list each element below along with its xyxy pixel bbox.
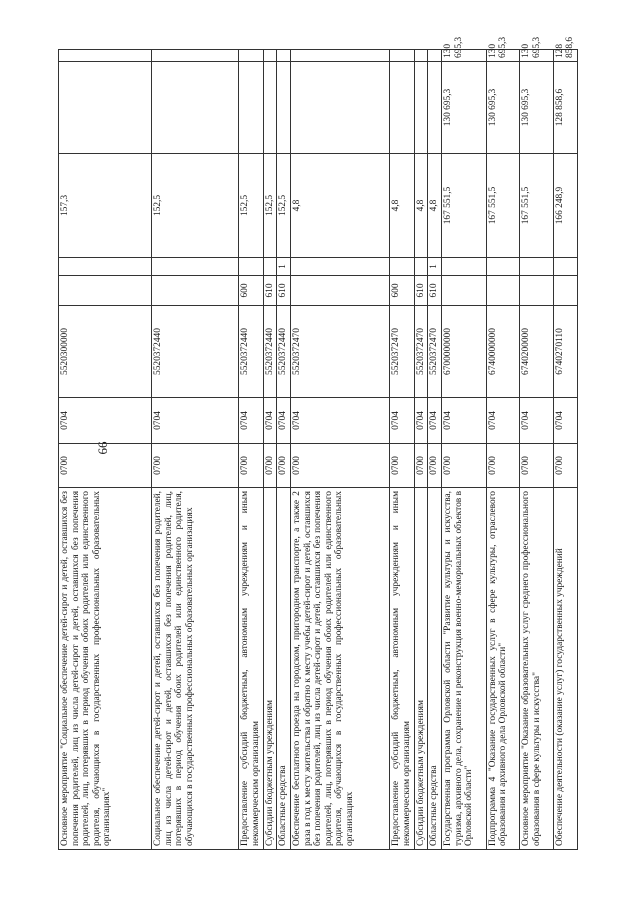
row-target-article-code: 6740000000 xyxy=(486,306,519,398)
row-amount-3 xyxy=(239,50,263,62)
row-source-code xyxy=(442,258,487,276)
row-source-code xyxy=(263,258,277,276)
row-amount-2: 128 858,6 xyxy=(553,62,577,154)
row-subsection-code: 0704 xyxy=(277,398,291,444)
row-amount-2 xyxy=(59,62,152,154)
row-section-code: 0700 xyxy=(414,444,428,488)
table-row xyxy=(553,50,577,850)
row-description: Основное мероприятие "Оказание образовательных услуг среднего профессионального образования в сфере культуры и искусства" xyxy=(520,488,553,850)
row-amount-1: 4,8 xyxy=(390,154,414,258)
row-source-code xyxy=(291,258,390,276)
row-description: Основное мероприятие "Социальное обеспечение детей-сирот и детей, оставшихся без попечения родителей, лиц из числа детей-сирот и детей, оставшихся без попечения родителей, лиц, потерявших в период обучения обоих родителей или единственного родителя, обучающихся в государственных профессиональных образовательных организациях" xyxy=(59,488,152,850)
row-description: Областные средства xyxy=(428,488,442,850)
table-row xyxy=(59,50,152,850)
row-target-article-code: 6700000000 xyxy=(442,306,487,398)
row-section-code: 0700 xyxy=(428,444,442,488)
budget-table xyxy=(58,36,578,850)
row-amount-1: 4,8 xyxy=(428,154,442,258)
row-section-code: 0700 xyxy=(486,444,519,488)
row-description: Подпрограмма 4 "Оказание государственных услуг в сфере культуры, отраслевого образования и архивного дела Орловской области" xyxy=(486,488,519,850)
row-source-code xyxy=(59,258,152,276)
row-expense-type-code xyxy=(152,276,239,306)
row-amount-3 xyxy=(277,50,291,62)
row-target-article-code: 5520372470 xyxy=(414,306,428,398)
row-amount-1: 152,5 xyxy=(239,154,263,258)
row-amount-3: 128 858,6 xyxy=(553,50,577,62)
row-source-code xyxy=(486,258,519,276)
row-amount-3 xyxy=(291,50,390,62)
row-subsection-code: 0704 xyxy=(520,398,553,444)
table-row xyxy=(520,50,553,850)
row-source-code xyxy=(152,258,239,276)
row-expense-type-code xyxy=(486,276,519,306)
row-amount-3 xyxy=(152,50,239,62)
row-amount-2 xyxy=(414,62,428,154)
row-subsection-code: 0704 xyxy=(59,398,152,444)
row-section-code: 0700 xyxy=(239,444,263,488)
row-target-article-code: 6740200000 xyxy=(520,306,553,398)
row-target-article-code: 5520372440 xyxy=(239,306,263,398)
row-source-code xyxy=(239,258,263,276)
row-amount-3 xyxy=(390,50,414,62)
row-amount-1: 4,8 xyxy=(291,154,390,258)
row-target-article-code: 5520372440 xyxy=(277,306,291,398)
row-expense-type-code xyxy=(553,276,577,306)
row-amount-3: 130 695,3 xyxy=(486,50,519,62)
row-source-code: 1 xyxy=(277,258,291,276)
row-subsection-code: 0704 xyxy=(291,398,390,444)
row-amount-2 xyxy=(239,62,263,154)
row-description: Предоставление субсидий бюджетным, автономным учреждениям и иным некоммерческим организациям xyxy=(390,488,414,850)
row-section-code: 0700 xyxy=(442,444,487,488)
row-amount-2 xyxy=(390,62,414,154)
row-description: Государственная программа Орловской области "Развитие культуры и искусства, туризма, архивного дела, сохранение и реконструкция военно-мемориальных объектов в Орловской области" xyxy=(442,488,487,850)
row-section-code: 0700 xyxy=(152,444,239,488)
row-target-article-code: 5520300000 xyxy=(59,306,152,398)
row-expense-type-code xyxy=(291,276,390,306)
row-source-code: 1 xyxy=(428,258,442,276)
row-description: Субсидии бюджетным учреждениям xyxy=(414,488,428,850)
row-subsection-code: 0704 xyxy=(152,398,239,444)
row-amount-2: 130 695,3 xyxy=(520,62,553,154)
row-section-code: 0700 xyxy=(277,444,291,488)
table-row xyxy=(414,50,428,850)
row-section-code: 0700 xyxy=(520,444,553,488)
row-amount-1: 167 551,5 xyxy=(520,154,553,258)
row-section-code: 0700 xyxy=(390,444,414,488)
row-subsection-code: 0704 xyxy=(442,398,487,444)
row-amount-1: 167 551,5 xyxy=(442,154,487,258)
row-target-article-code: 6740270110 xyxy=(553,306,577,398)
row-section-code: 0700 xyxy=(553,444,577,488)
row-source-code xyxy=(553,258,577,276)
row-subsection-code: 0704 xyxy=(486,398,519,444)
row-expense-type-code: 600 xyxy=(390,276,414,306)
row-amount-2 xyxy=(152,62,239,154)
row-expense-type-code: 610 xyxy=(428,276,442,306)
row-description: Социальное обеспечение детей-сирот и детей, оставшихся без попечения родителей, лиц из числа детей-сирот и детей, оставшихся без попечения родителей, лиц, потерявших в период обучения обоих родителей или единственного родителя, обучающихся в государственных профессиональных образовательных организациях xyxy=(152,488,239,850)
row-expense-type-code: 610 xyxy=(277,276,291,306)
row-description: Обеспечение бесплатного проезда на городском, пригородном транспорте, а также 2 раза в год к месту жительства и обратно к месту учебы детей-сирот и детей, оставшихся без попечения родителей, лиц из числа детей-сирот и детей, оставшихся без попечения родителей, лиц, потерявших в период обучения обоих родителей или единственного родителя, обучающихся в государственных профессиональных образовательных организациях xyxy=(291,488,390,850)
row-amount-1: 167 551,5 xyxy=(486,154,519,258)
table-row xyxy=(486,50,519,850)
row-section-code: 0700 xyxy=(291,444,390,488)
table-row xyxy=(291,50,390,850)
row-amount-2 xyxy=(277,62,291,154)
row-subsection-code: 0704 xyxy=(390,398,414,444)
row-expense-type-code xyxy=(520,276,553,306)
row-expense-type-code xyxy=(59,276,152,306)
row-subsection-code: 0704 xyxy=(553,398,577,444)
row-subsection-code: 0704 xyxy=(239,398,263,444)
row-amount-2: 130 695,3 xyxy=(442,62,487,154)
row-amount-3 xyxy=(59,50,152,62)
row-amount-2 xyxy=(291,62,390,154)
row-description: Субсидии бюджетным учреждениям xyxy=(263,488,277,850)
row-amount-2 xyxy=(263,62,277,154)
row-section-code: 0700 xyxy=(59,444,152,488)
table-row xyxy=(428,50,442,850)
row-amount-3: 130 695,3 xyxy=(442,50,487,62)
row-amount-1: 4,8 xyxy=(414,154,428,258)
row-expense-type-code xyxy=(442,276,487,306)
page-number: 66 xyxy=(95,441,110,455)
row-amount-2: 130 695,3 xyxy=(486,62,519,154)
row-expense-type-code: 610 xyxy=(414,276,428,306)
table-row xyxy=(239,50,263,850)
row-target-article-code: 5520372470 xyxy=(291,306,390,398)
table-body xyxy=(59,36,578,850)
table-row xyxy=(277,50,291,850)
row-source-code xyxy=(520,258,553,276)
row-section-code: 0700 xyxy=(263,444,277,488)
row-subsection-code: 0704 xyxy=(263,398,277,444)
row-expense-type-code: 600 xyxy=(239,276,263,306)
row-amount-1: 152,5 xyxy=(263,154,277,258)
row-target-article-code: 5520372470 xyxy=(390,306,414,398)
table-row xyxy=(152,50,239,850)
table-row xyxy=(390,50,414,850)
row-target-article-code: 5520372470 xyxy=(428,306,442,398)
row-target-article-code: 5520372440 xyxy=(152,306,239,398)
row-amount-2 xyxy=(428,62,442,154)
row-amount-3 xyxy=(428,50,442,62)
row-description: Областные средства xyxy=(277,488,291,850)
table-row xyxy=(263,50,277,850)
row-subsection-code: 0704 xyxy=(414,398,428,444)
row-amount-1: 157,3 xyxy=(59,154,152,258)
row-subsection-code: 0704 xyxy=(428,398,442,444)
row-amount-3 xyxy=(414,50,428,62)
row-source-code xyxy=(414,258,428,276)
row-amount-3: 130 695,3 xyxy=(520,50,553,62)
budget-sheet xyxy=(58,36,578,850)
row-amount-1: 152,5 xyxy=(152,154,239,258)
row-description: Обеспечение деятельности (оказание услуг) государственных учреждений xyxy=(553,488,577,850)
table-row xyxy=(442,50,487,850)
row-description: Предоставление субсидий бюджетным, автономным учреждениям и иным некоммерческим организациям xyxy=(239,488,263,850)
row-expense-type-code: 610 xyxy=(263,276,277,306)
row-target-article-code: 5520372440 xyxy=(263,306,277,398)
row-amount-3 xyxy=(263,50,277,62)
row-amount-1: 166 248,9 xyxy=(553,154,577,258)
row-source-code xyxy=(390,258,414,276)
row-amount-1: 152,5 xyxy=(277,154,291,258)
